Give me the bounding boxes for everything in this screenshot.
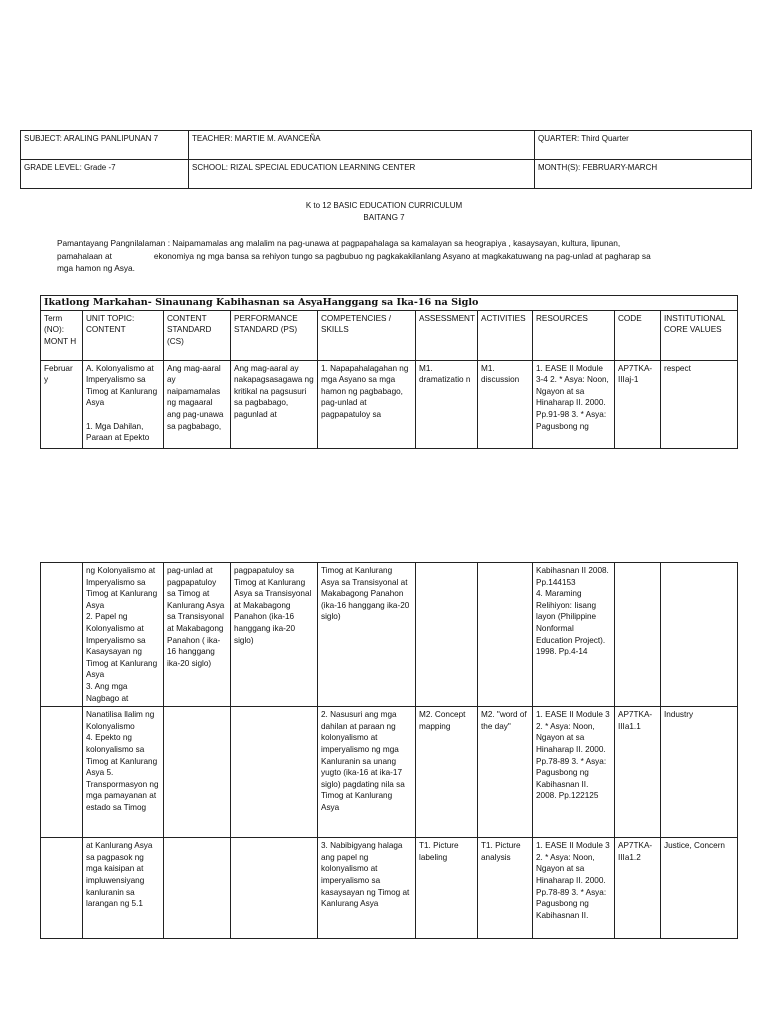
row-competencies: Timog at Kanlurang Asya sa Transisyonal at Makabagong Panahon (ika-16 hanggang ika-20 siglo) [318,563,416,707]
curriculum-table-1 [40,295,738,449]
header-table [20,130,752,189]
quarter-title: Ikatlong Markahan- Sinaunang Kabihasnan sa AsyaHanggang sa Ika-16 na Siglo [41,296,738,311]
row-values: respect [661,360,738,448]
row-unit: A. Kolonyalismo at Imperyalismo sa Timog at Kanlurang Asya 1. Mga Dahilan, Paraan at Epekto [83,360,164,448]
row-performance [231,707,318,838]
col-header-code: CODE [615,310,661,360]
col-header-unit: UNIT TOPIC: CONTENT [83,310,164,360]
standard-line-3: mga hamon ng Asya. [57,263,135,273]
row-competencies: 3. Nabibigyang halaga ang papel ng kolonyalismo at imperyalismo sa kasaysayan ng Timog at Kanlurang Asya [318,838,416,939]
row-content-standard: pag-unlad at pagpapatuloy sa Timog at Kanlurang Asya sa Transisyonal at Makabagong Panahon ( ika-16 hanggang ika-20 siglo) [164,563,231,707]
row-code [615,563,661,707]
row-values: Industry [661,707,738,838]
school-cell: SCHOOL: RIZAL SPECIAL EDUCATION LEARNING CENTER [189,160,535,189]
row-performance: Ang mag-aaral ay nakapagsasagawa ng kritikal na pagsusuri sa pagbabago, pagunlad at [231,360,318,448]
standard-line-2 [57,250,707,263]
row-term [41,838,83,939]
col-header-activities: ACTIVITIES [478,310,533,360]
teacher-cell: TEACHER: MARTIE M. AVANCEÑA [189,131,535,160]
row-term: Februar y [41,360,83,448]
row-unit: at Kanlurang Asya sa pagpasok ng mga kaisipan at impluwensiyang kanluranin sa larangan ng 5.1 [83,838,164,939]
months-cell: MONTH(S): FEBRUARY-MARCH [535,160,752,189]
col-header-performance: PERFORMANCE STANDARD (PS) [231,310,318,360]
table-row [41,563,738,707]
row-assessment: M2. Concept mapping [416,707,478,838]
row-values [661,563,738,707]
row-content-standard: Ang mag-aaral ay naipamamalas ng magaaral ang pag-unawa sa pagbabago, [164,360,231,448]
row-term [41,707,83,838]
standard-line-1: Pamantayang Pangnilalaman : Naipamamalas ang malalim na pag-unawa at pagpapahalaga sa kamalayan sa heograpiya , kasaysayan, kultura, lipunan, [57,238,621,248]
subject-cell: SUBJECT: ARALING PANLIPUNAN 7 [21,131,189,160]
curriculum-title: K to 12 BASIC EDUCATION CURRICULUM [305,201,463,210]
row-activities: T1. Picture analysis [478,838,533,939]
row-assessment: M1. dramatizatio n [416,360,478,448]
row-content-standard [164,707,231,838]
row-content-standard [164,838,231,939]
row-assessment: T1. Picture labeling [416,838,478,939]
quarter-cell: QUARTER: Third Quarter [535,131,752,160]
row-resources: Kabihasnan II 2008. Pp.144153 4. Maraming Relihiyon: Iisang layon (Philippine Nonformal Education Project). 1998. Pp.4-14 [533,563,615,707]
table-row [41,707,738,838]
col-header-assessment: ASSESSMENT [416,310,478,360]
row-activities: M2. "word of the day" [478,707,533,838]
col-header-term: Term (NO): MONT H [41,310,83,360]
row-resources: 1. EASE II Module 3-4 2. * Asya: Noon, Ngayon at sa Hinaharap II. 2000. Pp.91-98 3. * Asya: Pagusbong ng [533,360,615,448]
row-term [41,563,83,707]
standard-line-2b: ekonomiya ng mga bansa sa rehiyon tungo sa pagbubuo ng pagkakakilanlang Asyano at magkakatuwang na pag-unlad at pagharap sa [153,250,651,261]
standard-line-2a: pamahalaan at [57,250,112,261]
row-assessment [416,563,478,707]
row-activities [478,563,533,707]
row-code: AP7TKA-IIIa1.1 [615,707,661,838]
table-row [41,360,738,448]
row-performance: pagpapatuloy sa Timog at Kanlurang Asya sa Transisyonal at Makabagong Panahon (ika-16 hanggang ika-20 siglo) [231,563,318,707]
col-header-content-standard: CONTENT STANDARD (CS) [164,310,231,360]
row-unit: ng Kolonyalismo at Imperyalismo sa Timog at Kanlurang Asya 2. Papel ng Kolonyalismo at Imperyalismo sa Kasaysayan ng Timog at Kanlurang Asya 3. Ang mga Nagbago at [83,563,164,707]
row-code: AP7TKA-IIIaj-1 [615,360,661,448]
content-standard-paragraph [57,237,707,275]
row-performance [231,838,318,939]
row-activities: M1. discussion [478,360,533,448]
table-row [41,838,738,939]
row-code: AP7TKA-IIIa1.2 [615,838,661,939]
row-resources: 1. EASE II Module 3 2. * Asya: Noon, Ngayon at sa Hinaharap II. 2000. Pp.78-89 3. * Asya: Pagusbong ng Kabihasnan II. [533,838,615,939]
grade-level-cell: GRADE LEVEL: Grade -7 [21,160,189,189]
curriculum-table-2 [40,562,738,939]
col-header-values: INSTITUTIONAL CORE VALUES [661,310,738,360]
col-header-competencies: COMPETENCIES / SKILLS [318,310,416,360]
header-row [41,310,738,360]
row-resources: 1. EASE II Module 3 2. * Asya: Noon, Ngayon at sa Hinaharap II. 2000. Pp.78-89 3. * Asya: Pagusbong ng Kabihasnan II. 2008. Pp.122125 [533,707,615,838]
row-competencies: 2. Nasusuri ang mga dahilan at paraan ng kolonyalismo at imperyalismo ng mga Kanluranin sa unang yugto (ika-16 at ika-17 siglo) pagdating nila sa Timog at Kanlurang Asya [318,707,416,838]
row-competencies: 1. Napapahalagahan ng mga Asyano sa mga hamon ng pagbabago, pag-unlad at pagpapatuloy sa [318,360,416,448]
row-unit: Nanatilisa llalim ng Kolonyalismo 4. Epekto ng kolonyalismo sa Timog at Kanlurang Asya 5. Transpormasyon ng mga pamayanan at estado sa Timog [83,707,164,838]
col-header-resources: RESOURCES [533,310,615,360]
row-values: Justice, Concern [661,838,738,939]
baitang-title: BAITANG 7 [363,213,405,222]
